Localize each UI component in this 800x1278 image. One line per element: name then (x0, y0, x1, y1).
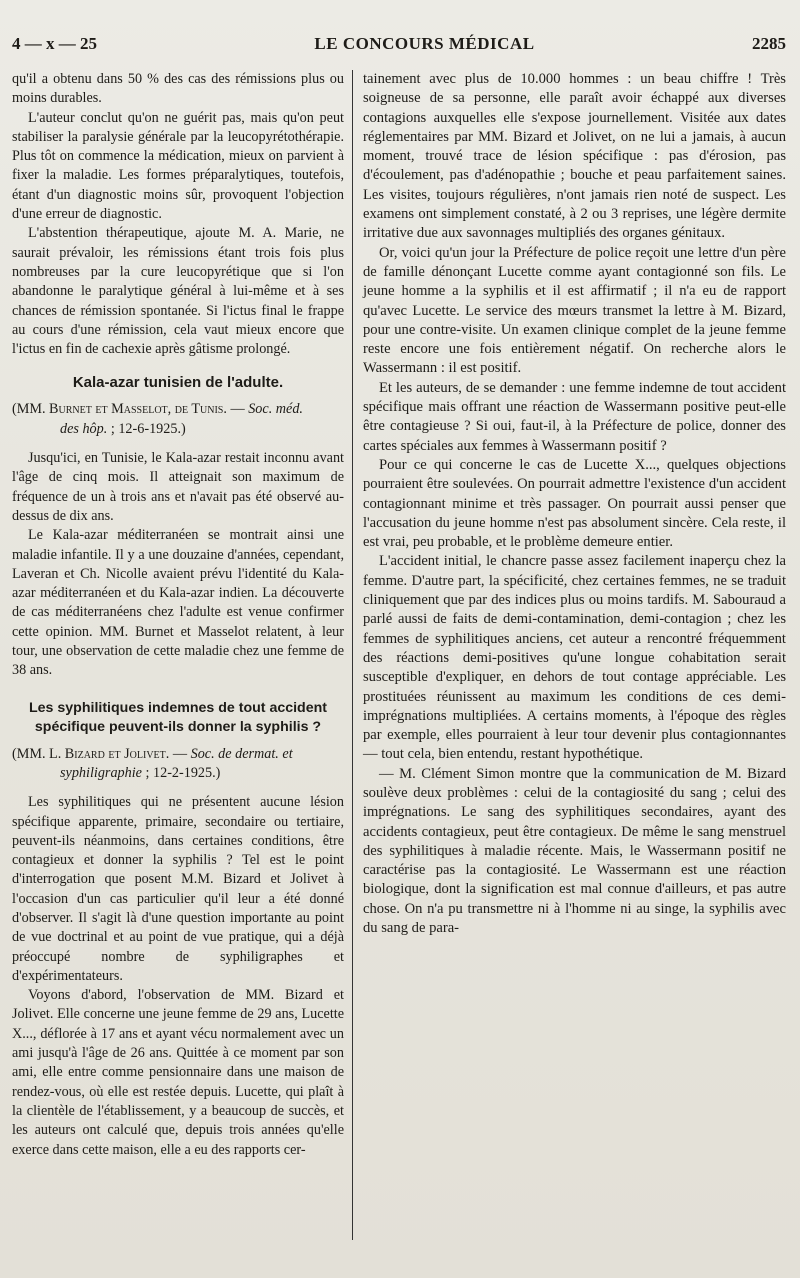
section-reference (12, 400, 344, 439)
reference-source: Soc. de dermat. et (190, 745, 293, 762)
section-reference (12, 745, 344, 784)
reference-source: Soc. méd. (248, 401, 303, 418)
paragraph: Les syphilitiques qui ne présentent aucune lésion spécifique apparente, primaire, secondaire ou tertiaire, peuvent-ils néanmoins, dans certaines conditions, être contagieux et donner la syphilis ? Tel est le point d'interrogation que posent M.M. Bizard et Jolivet à l'occasion d'un cas particulier qu'il leur a été donné d'observer. Il s'agit là d'une question importante au point de vue doctrinal et au point de vue pratique, qui a déjà préoccupé nombre de syphiligraphes et d'expérimentateurs. (12, 794, 344, 984)
journal-title: LE CONCOURS MÉDICAL (314, 34, 535, 53)
paragraph: Jusqu'ici, en Tunisie, le Kala-azar restait inconnu avant l'âge de cinq mois. Il atteignait son maximum de fréquence de un à trois ans et n'avait pas été observé au-dessus de dix ans. (12, 450, 344, 524)
page-number: 2285 (751, 34, 786, 53)
paragraph: tainement avec plus de 10.000 hommes : un beau chiffre ! Très soigneuse de sa personne, elle paraît avoir échappé aux diverses contagions auxquelles elle s'expose journellement. Visitée aux dates réglementaires par MM. Bizard et Jolivet, on ne lui a jamais, à aucun moment, trouvé trace de lésion spécifique : pas d'érosion, pas d'écoulement, pas d'adénopathie ; bouche et peau parfaitement saines. Les visites, toujours régulières, n'ont jamais rien noté de suspect. Les examens ont simplement constaté, à 2 ou 3 reprises, une légère dermite irritative due aux savonnages multipliés des organes génitaux. (363, 71, 786, 242)
paragraph: qu'il a obtenu dans 50 % des cas des rémissions plus ou moins durables. (12, 71, 344, 107)
paragraph: — M. Clément Simon montre que la communication de M. Bizard soulève deux problèmes : celui de la contagiosité du sang ; celui des imprégnations. Le sang des syphilitiques secondaires, ayant des accidents contagieux, peut être contagieux. De même le sang menstruel des syphilitiques à maladie récente. Mais, le Wassermann positif ne caractérise pas la contagiosité. Le Wassermann est une réaction biologique, dont la signification est mal connue d'ailleurs, et pas autre chose. On n'a pu transmettre ni à l'homme ni au singe, la syphilis avec du sang de para- (363, 765, 786, 937)
reference-source-line (12, 420, 344, 439)
paragraph: Le Kala-azar méditerranéen se montrait ainsi une maladie infantile. Il y a une douzaine d'années, cependant, Laveran et Ch. Nicolle avaient prévu l'identité du Kala-azar méditerranéen et du Kala-azar indien. La découverte de cas méditerranéens chez l'adulte est venue confirmer cette opinion. MM. Burnet et Masselot relatent, à leur tour, une observation de cette maladie chez une femme de 38 ans. (12, 527, 344, 679)
reference-date: ; 12-2-1925.) (145, 764, 221, 781)
paragraph: Voyons d'abord, l'observation de MM. Bizard et Jolivet. Elle concerne une jeune femme de 29 ans, Lucette X..., déflorée à 17 ans et ayant vécu normalement avec un ami jusqu'à l'âge de 26 ans. Quittée à ce moment par son ami, elle entre comme pensionnaire dans une maison de rendez-vous, où elle est restée depuis. Lucette, qui plaît à la clientèle de l'établissement, y a beaucoup de succès, et les auteurs ont calculé que, depuis trois années qu'elle exerce dans cette maison, elle a eu des rapports cer- (12, 987, 344, 1158)
reference-source-cont: des hôp. (60, 420, 108, 437)
paragraph: Or, voici qu'un jour la Préfecture de police reçoit une lettre d'un père de famille dénonçant Lucette comme ayant contagionné son fils. Le jeune homme a la syphilis et il est affirmatif ; il n'a eu de rapport qu'avec Lucette. Le service des mœurs transmet la lettre à M. Bizard, pour une contre-visite. Un examen clinique complet de la jeune femme reste encore une fois entièrement négatif. On recherche alors le Wassermann : il est positif. (363, 244, 786, 377)
two-column-body (12, 70, 786, 1240)
reference-date: ; 12-6-1925.) (110, 420, 186, 437)
section-title-syphilitiques: Les syphilitiques indemnes de tout accident spécifique peuvent-ils donner la syphilis ? (29, 699, 327, 735)
section-title-kala-azar: Kala-azar tunisien de l'adulte. (72, 374, 284, 392)
running-header (12, 34, 786, 60)
paragraph: Et les auteurs, de se demander : une femme indemne de tout accident spécifique mais offrant une réaction de Wassermann positive peut-elle être contagieuse ? Si oui, faut-il, à la Préfecture de police, donner des cartes spéciales aux femmes à Wassermann positif ? (363, 379, 786, 454)
paragraph: L'accident initial, le chancre passe assez facilement inaperçu chez la femme. D'autre part, la spécificité, chez certaines femmes, ne se traduit cliniquement que par des indices plus ou moins tardifs. M. Sabouraud a parlé aussi de faits de demi-contamination, demi-contagion ; chez les femmes de syphilitiques anciens, cet auteur a rencontré fréquemment des réactions demi-positives qu'une longue cohabitation serait susceptible d'expliquer, en dehors de tout contage appréciable. Les prostituées réunissent au maximum les conditions de ces demi-imprégnations multipliées. A certains moments, à l'époque des règles par exemple, elles pourraient à leur tour devenir plus contagionnantes — tout cela, bien entendu, restant hypothétique. (363, 553, 786, 763)
reference-authors: (MM. L. Bizard et Jolivet. — (12, 745, 188, 762)
right-column (353, 70, 786, 938)
paragraph: Pour ce qui concerne le cas de Lucette X..., quelques objections pourraient être soulevées. On pourrait admettre l'existence d'un accident contagionnant minime et très passager. On pourrait aussi penser que l'accusation du jeune homme n'est pas absolument sincère. Cela reste, il est vrai, peu probable, et le problème demeure entier. (363, 456, 786, 551)
issue-date: 4 — x — 25 (12, 34, 97, 53)
reference-source-cont: syphiligraphie (60, 764, 142, 781)
paragraph: L'abstention thérapeutique, ajoute M. A. Marie, ne saurait prévaloir, les rémissions étant trois fois plus nombreuses par la cure leucopyrétique que si l'on abandonne le paralytique général à lui-même et à ses chances de rémission spontanée. Si l'ictus final le frappe au cours d'une rémission, cela vaut mieux encore que l'ictus en fin de cachexie après gâtisme prolongé. (12, 225, 344, 358)
reference-source-line (12, 764, 344, 783)
paragraph: L'auteur conclut qu'on ne guérit pas, mais qu'on peut stabiliser la paralysie générale par la leucopyrétothérapie. Plus tôt on commence la médication, mieux on parvient à fixer la maladie. Les formes préparalytiques, toutefois, étant d'un diagnostic moins sûr, provoquent l'objection d'une erreur de diagnostic. (12, 109, 344, 223)
left-column (12, 70, 352, 1160)
reference-authors: (MM. Burnet et Masselot, de Tunis. — (12, 401, 245, 418)
